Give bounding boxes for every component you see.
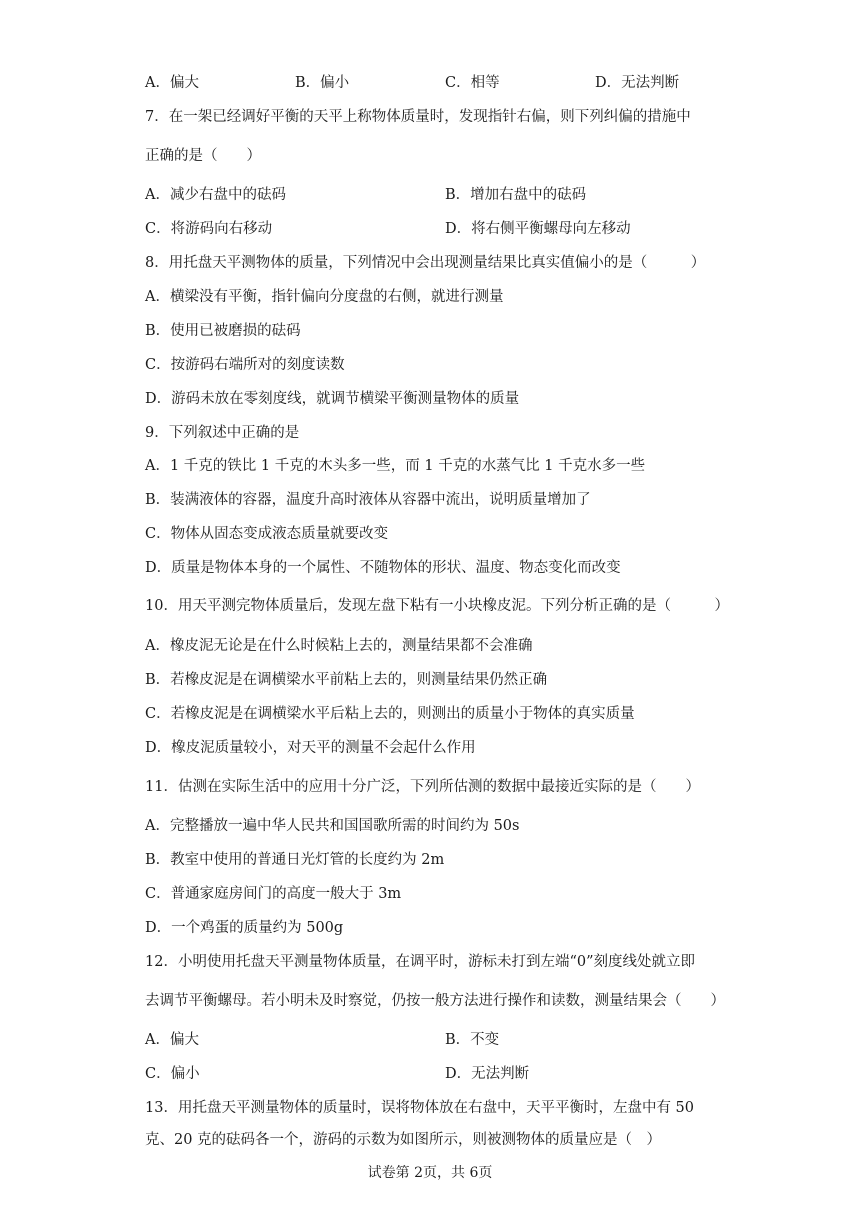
q11-option-d: D．一个鸡蛋的质量约为 500g — [145, 920, 344, 936]
q8-option-a: A．横梁没有平衡，指针偏向分度盘的右侧，就进行测量 — [145, 289, 504, 305]
q8-stem: 8．用托盘天平测物体的质量，下列情况中会出现测量结果比真实值偏小的是（ ） — [145, 255, 706, 271]
q10-stem: 10．用天平测完物体质量后，发现左盘下粘有一小块橡皮泥。下列分析正确的是（ ） — [145, 598, 729, 614]
q11-stem: 11．估测在实际生活中的应用十分广泛，下列所估测的数据中最接近实际的是（ ） — [145, 779, 700, 795]
q11-option-c: C．普通家庭房间门的高度一般大于 3m — [145, 886, 402, 902]
q8-option-b: B．使用已被磨损的砝码 — [145, 323, 301, 339]
q7-option-a: A．减少右盘中的砝码 — [145, 187, 286, 203]
q7-option-d: D．将右侧平衡螺母向左移动 — [445, 221, 631, 237]
q12-stem-line2: 去调节平衡螺母。若小明未及时察觉，仍按一般方法进行操作和读数，测量结果会（ ） — [145, 993, 725, 1009]
q13-stem-line1: 13．用托盘天平测量物体的质量时，误将物体放在右盘中，天平平衡时，左盘中有 50 — [145, 1100, 695, 1116]
q12-option-b: B．不变 — [445, 1032, 500, 1048]
q6-option-a: A．偏大 — [145, 75, 199, 91]
q10-option-b: B．若橡皮泥是在调横梁水平前粘上去的，则测量结果仍然正确 — [145, 672, 548, 688]
q9-option-c: C．物体从固态变成液态质量就要改变 — [145, 526, 389, 542]
q6-option-d: D．无法判断 — [595, 75, 680, 91]
q10-option-a: A．橡皮泥无论是在什么时候粘上去的，测量结果都不会准确 — [145, 638, 533, 654]
q8-option-c: C．按游码右端所对的刻度读数 — [145, 357, 345, 373]
q11-option-b: B．教室中使用的普通日光灯管的长度约为 2m — [145, 852, 445, 868]
q9-stem: 9．下列叙述中正确的是 — [145, 425, 300, 441]
q6-option-b: B．偏小 — [295, 75, 350, 91]
q9-option-a: A．1 千克的铁比 1 千克的木头多一些，而 1 千克的水蒸气比 1 千克水多一些 — [145, 458, 646, 474]
q9-option-b: B．装满液体的容器，温度升高时液体从容器中流出，说明质量增加了 — [145, 492, 591, 508]
q12-option-a: A．偏大 — [145, 1032, 199, 1048]
q7-option-b: B．增加右盘中的砝码 — [445, 187, 587, 203]
q9-option-d: D．质量是物体本身的一个属性、不随物体的形状、温度、物态变化而改变 — [145, 560, 621, 576]
q7-stem-line2: 正确的是（ ） — [145, 148, 261, 164]
q6-option-c: C．相等 — [445, 75, 500, 91]
q12-stem-line1: 12．小明使用托盘天平测量物体质量，在调平时，游标未打到左端“0”刻度线处就立即 — [145, 954, 695, 970]
q12-option-d: D．无法判断 — [445, 1066, 530, 1082]
q12-option-c: C．偏小 — [145, 1066, 200, 1082]
q7-stem-line1: 7．在一架已经调好平衡的天平上称物体质量时，发现指针右偏，则下列纠偏的措施中 — [145, 109, 691, 125]
q13-stem-line2: 克、20 克的砝码各一个，游码的示数为如图所示，则被测物体的质量应是（ ） — [145, 1132, 662, 1148]
q11-option-a: A．完整播放一遍中华人民共和国国歌所需的时间约为 50s — [145, 818, 520, 834]
q8-option-d: D．游码未放在零刻度线，就调节横梁平衡测量物体的质量 — [145, 391, 520, 407]
q10-option-d: D．橡皮泥质量较小，对天平的测量不会起什么作用 — [145, 740, 476, 756]
q7-option-c: C．将游码向右移动 — [145, 221, 273, 237]
page-footer: 试卷第 2页，共 6页 — [367, 1165, 493, 1181]
q10-option-c: C．若橡皮泥是在调横梁水平后粘上去的，则测出的质量小于物体的真实质量 — [145, 706, 635, 722]
